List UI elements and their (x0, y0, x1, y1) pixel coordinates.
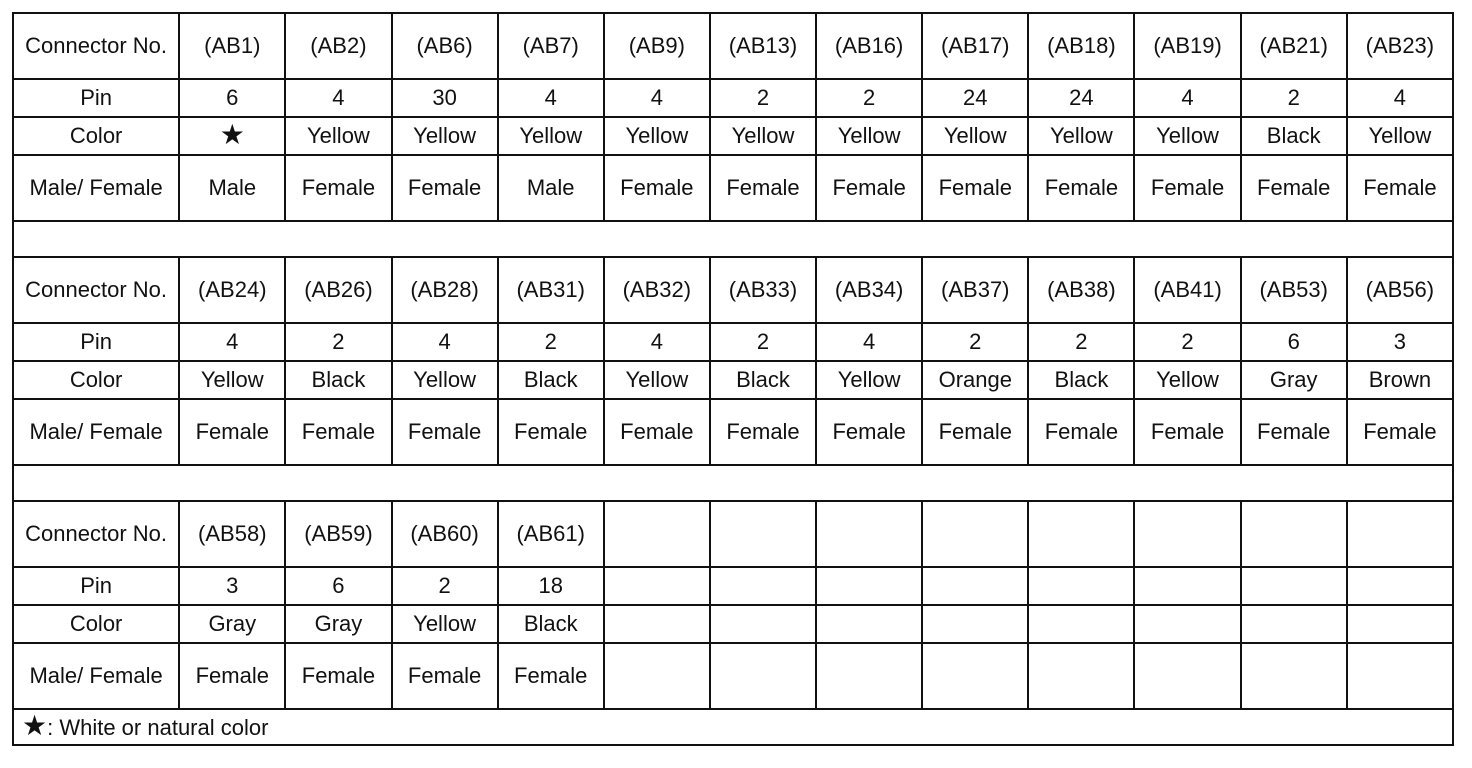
color-label: Color (13, 361, 179, 399)
color-cell (1134, 605, 1240, 643)
connector-no-label: Connector No. (13, 501, 179, 567)
pin-cell: 4 (1134, 79, 1240, 117)
color-cell: Yellow (179, 361, 285, 399)
pin-cell: 4 (285, 79, 391, 117)
pin-cell: 3 (1347, 323, 1453, 361)
male-female-label: Male/ Female (13, 155, 179, 221)
male-female-cell: Male (498, 155, 604, 221)
color-cell: Yellow (1134, 117, 1240, 155)
color-cell (1241, 605, 1347, 643)
male-female-cell: Female (922, 399, 1028, 465)
color-cell: Yellow (816, 117, 922, 155)
color-cell (604, 605, 710, 643)
pin-cell (1347, 567, 1453, 605)
connector-no-cell: (AB28) (392, 257, 498, 323)
pin-cell: 2 (1134, 323, 1240, 361)
pin-cell: 4 (604, 79, 710, 117)
pin-cell (1028, 567, 1134, 605)
male-female-cell: Female (816, 155, 922, 221)
color-cell: Yellow (1347, 117, 1453, 155)
spacer-cell (13, 221, 1453, 257)
color-cell: Black (498, 605, 604, 643)
pin-row (13, 79, 1453, 117)
male-female-cell: Female (1241, 399, 1347, 465)
color-cell (179, 117, 285, 155)
connector-no-row (13, 257, 1453, 323)
male-female-cell: Female (710, 155, 816, 221)
male-female-cell: Female (1134, 399, 1240, 465)
color-cell: Yellow (922, 117, 1028, 155)
pin-cell: 24 (922, 79, 1028, 117)
connector-no-cell: (AB56) (1347, 257, 1453, 323)
connector-no-cell: (AB19) (1134, 13, 1240, 79)
color-row (13, 117, 1453, 155)
male-female-cell: Female (1028, 155, 1134, 221)
connector-no-cell: (AB32) (604, 257, 710, 323)
pin-cell: 6 (1241, 323, 1347, 361)
color-cell: Yellow (498, 117, 604, 155)
connector-no-cell: (AB34) (816, 257, 922, 323)
connector-no-cell (1028, 501, 1134, 567)
male-female-cell: Female (392, 155, 498, 221)
color-cell: Yellow (392, 605, 498, 643)
connector-table (12, 12, 1454, 746)
connector-no-row (13, 501, 1453, 567)
pin-cell: 6 (179, 79, 285, 117)
connector-no-cell: (AB26) (285, 257, 391, 323)
star-icon: ★ (219, 117, 245, 151)
male-female-cell: Female (1347, 155, 1453, 221)
connector-no-cell: (AB17) (922, 13, 1028, 79)
connector-no-label: Connector No. (13, 257, 179, 323)
group-spacer (13, 221, 1453, 257)
connector-no-cell: (AB53) (1241, 257, 1347, 323)
pin-cell (1241, 567, 1347, 605)
star-icon: ★ (22, 709, 48, 742)
pin-cell: 2 (1028, 323, 1134, 361)
color-label: Color (13, 117, 179, 155)
male-female-cell (604, 643, 710, 709)
pin-cell: 4 (498, 79, 604, 117)
pin-label: Pin (13, 567, 179, 605)
table-body (13, 13, 1453, 745)
color-cell (710, 605, 816, 643)
male-female-cell: Female (1028, 399, 1134, 465)
color-cell (1347, 605, 1453, 643)
pin-cell (604, 567, 710, 605)
connector-no-cell: (AB21) (1241, 13, 1347, 79)
color-row (13, 605, 1453, 643)
connector-no-cell: (AB58) (179, 501, 285, 567)
connector-no-cell: (AB61) (498, 501, 604, 567)
connector-no-row (13, 13, 1453, 79)
connector-no-cell: (AB37) (922, 257, 1028, 323)
color-cell: Black (498, 361, 604, 399)
male-female-cell: Female (285, 643, 391, 709)
male-female-cell: Female (179, 643, 285, 709)
connector-no-cell: (AB33) (710, 257, 816, 323)
male-female-cell: Female (285, 155, 391, 221)
connector-no-cell: (AB16) (816, 13, 922, 79)
male-female-cell (1347, 643, 1453, 709)
pin-cell: 24 (1028, 79, 1134, 117)
male-female-row (13, 155, 1453, 221)
footnote (13, 709, 1453, 745)
pin-cell: 2 (922, 323, 1028, 361)
color-cell: Black (1028, 361, 1134, 399)
color-cell: Yellow (604, 361, 710, 399)
male-female-cell: Female (285, 399, 391, 465)
color-cell: Yellow (392, 117, 498, 155)
male-female-cell: Female (710, 399, 816, 465)
male-female-cell: Female (922, 155, 1028, 221)
pin-cell: 2 (710, 323, 816, 361)
pin-cell (816, 567, 922, 605)
pin-cell (922, 567, 1028, 605)
male-female-cell: Female (392, 399, 498, 465)
connector-no-cell: (AB24) (179, 257, 285, 323)
color-cell (1028, 605, 1134, 643)
connector-no-cell: (AB60) (392, 501, 498, 567)
pin-cell: 2 (710, 79, 816, 117)
pin-cell (1134, 567, 1240, 605)
pin-cell: 4 (1347, 79, 1453, 117)
group-spacer (13, 465, 1453, 501)
male-female-cell: Female (604, 155, 710, 221)
color-label: Color (13, 605, 179, 643)
color-cell: Gray (285, 605, 391, 643)
pin-cell: 6 (285, 567, 391, 605)
pin-cell: 3 (179, 567, 285, 605)
pin-cell: 30 (392, 79, 498, 117)
male-female-cell: Female (1241, 155, 1347, 221)
footnote-text: : White or natural color (47, 714, 269, 740)
male-female-cell: Female (498, 643, 604, 709)
male-female-row (13, 399, 1453, 465)
connector-no-cell: (AB1) (179, 13, 285, 79)
connector-no-cell: (AB2) (285, 13, 391, 79)
color-cell: Black (285, 361, 391, 399)
pin-cell: 2 (285, 323, 391, 361)
color-cell: Black (710, 361, 816, 399)
connector-no-cell (1347, 501, 1453, 567)
male-female-label: Male/ Female (13, 399, 179, 465)
connector-no-cell (1241, 501, 1347, 567)
male-female-cell: Female (392, 643, 498, 709)
male-female-cell: Female (179, 399, 285, 465)
pin-cell: 4 (179, 323, 285, 361)
color-cell: Gray (1241, 361, 1347, 399)
male-female-row (13, 643, 1453, 709)
male-female-cell: Female (1347, 399, 1453, 465)
color-row (13, 361, 1453, 399)
color-cell: Yellow (816, 361, 922, 399)
connector-no-label: Connector No. (13, 13, 179, 79)
pin-label: Pin (13, 79, 179, 117)
connector-no-cell: (AB31) (498, 257, 604, 323)
connector-no-cell: (AB7) (498, 13, 604, 79)
male-female-cell: Female (498, 399, 604, 465)
male-female-cell (710, 643, 816, 709)
pin-cell: 2 (392, 567, 498, 605)
pin-cell: 2 (816, 79, 922, 117)
connector-no-cell: (AB59) (285, 501, 391, 567)
color-cell: Brown (1347, 361, 1453, 399)
male-female-cell: Female (1134, 155, 1240, 221)
color-cell: Orange (922, 361, 1028, 399)
connector-no-cell: (AB9) (604, 13, 710, 79)
connector-no-cell (604, 501, 710, 567)
male-female-cell (922, 643, 1028, 709)
connector-no-cell (816, 501, 922, 567)
pin-cell: 2 (1241, 79, 1347, 117)
connector-no-cell: (AB6) (392, 13, 498, 79)
color-cell: Yellow (1028, 117, 1134, 155)
pin-cell: 4 (816, 323, 922, 361)
color-cell: Yellow (1134, 361, 1240, 399)
male-female-cell: Male (179, 155, 285, 221)
spacer-cell (13, 465, 1453, 501)
connector-no-cell: (AB18) (1028, 13, 1134, 79)
color-cell (922, 605, 1028, 643)
color-cell (816, 605, 922, 643)
footnote-row (13, 709, 1453, 745)
male-female-cell (1241, 643, 1347, 709)
connector-no-cell (1134, 501, 1240, 567)
color-cell: Yellow (392, 361, 498, 399)
connector-no-cell: (AB13) (710, 13, 816, 79)
connector-no-cell (922, 501, 1028, 567)
male-female-cell (1134, 643, 1240, 709)
connector-no-cell: (AB41) (1134, 257, 1240, 323)
color-cell: Black (1241, 117, 1347, 155)
color-cell: Yellow (604, 117, 710, 155)
color-cell: Gray (179, 605, 285, 643)
pin-cell (710, 567, 816, 605)
pin-row (13, 323, 1453, 361)
male-female-cell (816, 643, 922, 709)
male-female-cell: Female (816, 399, 922, 465)
pin-cell: 4 (604, 323, 710, 361)
male-female-cell: Female (604, 399, 710, 465)
connector-no-cell (710, 501, 816, 567)
pin-label: Pin (13, 323, 179, 361)
pin-row (13, 567, 1453, 605)
pin-cell: 4 (392, 323, 498, 361)
connector-no-cell: (AB23) (1347, 13, 1453, 79)
male-female-cell (1028, 643, 1134, 709)
male-female-label: Male/ Female (13, 643, 179, 709)
pin-cell: 2 (498, 323, 604, 361)
connector-no-cell: (AB38) (1028, 257, 1134, 323)
color-cell: Yellow (285, 117, 391, 155)
pin-cell: 18 (498, 567, 604, 605)
color-cell: Yellow (710, 117, 816, 155)
